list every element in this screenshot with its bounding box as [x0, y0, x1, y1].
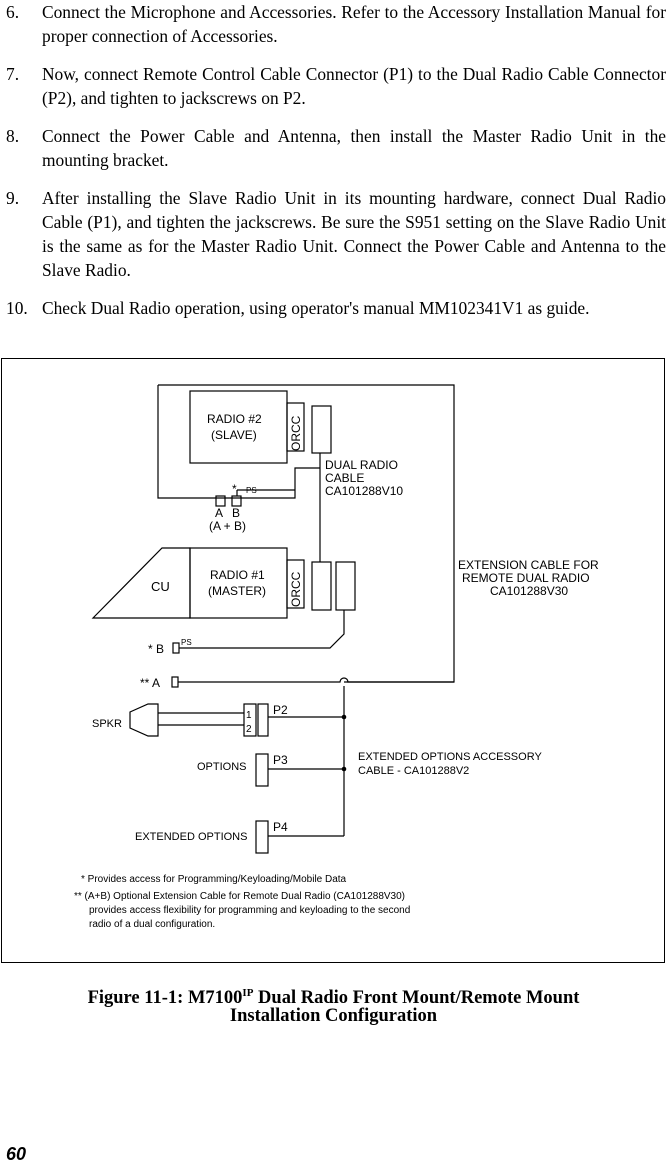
spkr-label: SPKR	[92, 718, 122, 730]
a-label: A	[215, 506, 224, 520]
star-mark: *	[232, 482, 237, 496]
caption-superscript: IP	[242, 987, 254, 999]
p4-label: P4	[273, 820, 288, 834]
ps-label-2: PS	[181, 638, 192, 647]
step-text: Connect the Microphone and Accessories. Refer to the Accessory Installation Manual for proper connection of Accessories.	[42, 2, 666, 46]
cu-label: CU	[151, 579, 170, 594]
b-label: B	[232, 506, 241, 520]
radio1-label-line1: RADIO #1	[210, 568, 265, 582]
radio1-label-line2: (MASTER)	[208, 584, 266, 598]
pin-1: 1	[246, 710, 252, 721]
ps-label: PS	[246, 486, 257, 495]
ext-opt-cable-line1: EXTENDED OPTIONS ACCESSORY	[358, 751, 542, 763]
radio2-box	[190, 391, 287, 463]
step-number: 10.	[6, 298, 28, 318]
step-number: 9.	[6, 188, 20, 208]
note-2-line1: ** (A+B) Optional Extension Cable for Remote Dual Radio (CA101288V30)	[74, 891, 406, 902]
radio2-label-line1: RADIO #2	[207, 412, 262, 426]
dual-cable-line1: DUAL RADIO	[325, 458, 398, 472]
radio1-box	[190, 548, 287, 618]
dual-cable-line3: CA101288V10	[325, 484, 404, 498]
orcc-bottom-label: ORCC	[289, 571, 303, 607]
page-number: 60	[6, 1144, 27, 1164]
dual-radio-connector-top	[312, 406, 331, 453]
caption-prefix: Figure 11-1: M7100	[87, 988, 243, 1009]
pin-2: 2	[246, 724, 252, 735]
dual-cable-line2: CABLE	[325, 471, 365, 485]
star-b-label: * B	[148, 642, 165, 656]
orcc-top-label: ORCC	[289, 415, 303, 451]
step-number: 8.	[6, 126, 20, 146]
note-1: * Provides access for Programming/Keyloading/Mobile Data	[81, 874, 347, 885]
dual-radio-connector-bottom	[312, 562, 331, 610]
speaker-shape	[130, 704, 158, 736]
radio2-label-line2: (SLAVE)	[211, 428, 257, 442]
step-text: Connect the Power Cable and Antenna, then install the Master Radio Unit in the mounting bracket.	[42, 126, 666, 170]
options-label: OPTIONS	[197, 761, 247, 773]
step-text: Now, connect Remote Control Cable Connector (P1) to the Dual Radio Cable Connector (P2), and tighten to jackscrews on P2.	[42, 64, 666, 108]
star-a-label: ** A	[140, 676, 161, 690]
step-text: After installing the Slave Radio Unit in its mounting hardware, connect Dual Radio Cable (P1), and tighten the jackscrews. Be sure the S951 setting on the Slave Radio Unit is the same as for the Master Radio Unit. Connect the Power Cable and Antenna to the Slave Radio.	[42, 188, 666, 280]
note-2-line2: provides access flexibility for programming and keyloading to the second	[89, 905, 411, 916]
p3-label: P3	[273, 753, 288, 767]
step-text: Check Dual Radio operation, using operator's manual MM102341V1 as guide.	[42, 298, 590, 318]
step-number: 7.	[6, 64, 20, 84]
extension-cable-outline	[158, 385, 454, 682]
ext-options-label: EXTENDED OPTIONS	[135, 831, 248, 843]
ext-cable-line3: CA101288V30	[490, 584, 569, 598]
ab-label: (A + B)	[209, 519, 247, 533]
step-number: 6.	[6, 2, 20, 22]
p2-label: P2	[273, 703, 288, 717]
note-2-line3: radio of a dual configuration.	[89, 919, 216, 930]
ext-cable-line2: REMOTE DUAL RADIO	[462, 571, 590, 585]
figure-caption-line2: Installation Configuration	[229, 1006, 438, 1026]
cu-box	[93, 548, 190, 618]
ext-opt-cable-line2: CABLE - CA101288V2	[358, 765, 470, 777]
extension-connector	[336, 562, 355, 610]
caption-suffix: Dual Radio Front Mount/Remote Mount	[253, 988, 580, 1009]
ext-cable-line1: EXTENSION CABLE FOR	[458, 558, 599, 572]
